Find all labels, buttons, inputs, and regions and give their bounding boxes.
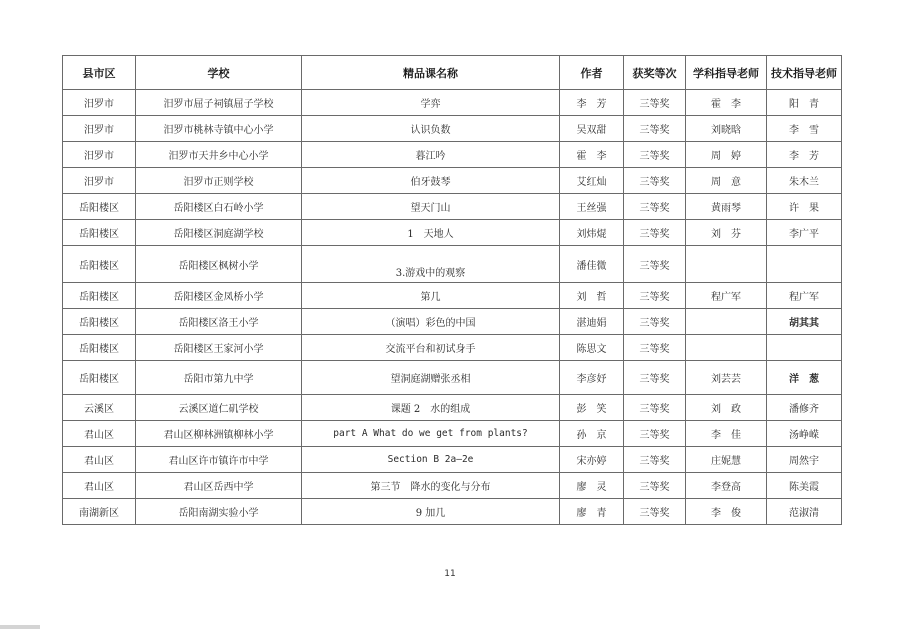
cell-subject-teacher: 李 俊 [686, 499, 767, 525]
cell-author: 李彦妤 [560, 361, 624, 395]
cell-district: 汨罗市 [63, 142, 136, 168]
cell-tech-teacher: 李广平 [767, 220, 842, 246]
cell-author: 湛迪娟 [560, 309, 624, 335]
scan-edge-mark [0, 625, 40, 629]
cell-district: 岳阳楼区 [63, 309, 136, 335]
cell-author: 霍 李 [560, 142, 624, 168]
table-row [63, 473, 842, 499]
table-row [63, 335, 842, 361]
cell-author: 吴双甜 [560, 116, 624, 142]
header-district: 县市区 [63, 56, 136, 90]
cell-award: 三等奖 [624, 246, 686, 283]
table-row [63, 90, 842, 116]
cell-school: 君山区许市镇许市中学 [136, 447, 302, 473]
cell-tech-teacher: 李 芳 [767, 142, 842, 168]
cell-tech-teacher: 胡其其 [767, 309, 842, 335]
cell-school: 汨罗市正则学校 [136, 168, 302, 194]
cell-award: 三等奖 [624, 309, 686, 335]
cell-subject-teacher: 庄妮慧 [686, 447, 767, 473]
cell-author: 陈思文 [560, 335, 624, 361]
cell-course: 9 加几 [302, 499, 560, 525]
cell-school: 岳阳楼区王家河小学 [136, 335, 302, 361]
cell-district: 岳阳楼区 [63, 335, 136, 361]
table-row [63, 283, 842, 309]
table-row [63, 309, 842, 335]
cell-author: 李 芳 [560, 90, 624, 116]
cell-award: 三等奖 [624, 499, 686, 525]
cell-school: 岳阳楼区金凤桥小学 [136, 283, 302, 309]
cell-award: 三等奖 [624, 447, 686, 473]
table-header-row [63, 56, 842, 90]
header-award: 获奖等次 [624, 56, 686, 90]
cell-subject-teacher: 刘晓晗 [686, 116, 767, 142]
cell-tech-teacher: 汤峥嵘 [767, 421, 842, 447]
cell-award: 三等奖 [624, 168, 686, 194]
cell-school: 汨罗市桃林寺镇中心小学 [136, 116, 302, 142]
cell-tech-teacher [767, 246, 842, 283]
cell-district: 君山区 [63, 473, 136, 499]
cell-tech-teacher: 程广军 [767, 283, 842, 309]
cell-subject-teacher [686, 309, 767, 335]
cell-school: 汨罗市天井乡中心小学 [136, 142, 302, 168]
cell-course: 望洞庭湖赠张丞相 [302, 361, 560, 395]
cell-district: 君山区 [63, 447, 136, 473]
cell-course: 望天门山 [302, 194, 560, 220]
cell-course: 课题 2 水的组成 [302, 395, 560, 421]
cell-author: 宋亦婷 [560, 447, 624, 473]
cell-school: 岳阳南湖实验小学 [136, 499, 302, 525]
cell-author: 艾红灿 [560, 168, 624, 194]
header-course: 精品课名称 [302, 56, 560, 90]
cell-course: 伯牙鼓琴 [302, 168, 560, 194]
header-tech-teacher: 技术指导老师 [767, 56, 842, 90]
cell-school: 岳阳楼区洞庭湖学校 [136, 220, 302, 246]
cell-school: 君山区柳林洲镇柳林小学 [136, 421, 302, 447]
cell-author: 刘炜焜 [560, 220, 624, 246]
table-row [63, 361, 842, 395]
cell-school: 君山区岳西中学 [136, 473, 302, 499]
cell-course: 第三节 降水的变化与分布 [302, 473, 560, 499]
cell-district: 汨罗市 [63, 90, 136, 116]
cell-award: 三等奖 [624, 421, 686, 447]
table-row [63, 395, 842, 421]
cell-subject-teacher: 刘 政 [686, 395, 767, 421]
cell-tech-teacher: 阳 青 [767, 90, 842, 116]
cell-course: part A What do we get from plants? [302, 421, 560, 447]
cell-district: 岳阳楼区 [63, 246, 136, 283]
cell-award: 三等奖 [624, 116, 686, 142]
table-row [63, 421, 842, 447]
cell-award: 三等奖 [624, 473, 686, 499]
cell-district: 汨罗市 [63, 116, 136, 142]
header-author: 作者 [560, 56, 624, 90]
cell-tech-teacher: 范淑清 [767, 499, 842, 525]
table-row [63, 142, 842, 168]
cell-district: 岳阳楼区 [63, 283, 136, 309]
cell-award: 三等奖 [624, 361, 686, 395]
cell-school: 岳阳楼区洛王小学 [136, 309, 302, 335]
cell-course: （演唱）彩色的中国 [302, 309, 560, 335]
cell-author: 孙 京 [560, 421, 624, 447]
cell-author: 刘 哲 [560, 283, 624, 309]
cell-district: 云溪区 [63, 395, 136, 421]
cell-course: 暮江吟 [302, 142, 560, 168]
cell-award: 三等奖 [624, 283, 686, 309]
award-table [62, 55, 842, 525]
header-school: 学校 [136, 56, 302, 90]
page-number: 11 [444, 569, 456, 579]
cell-subject-teacher: 周 婷 [686, 142, 767, 168]
cell-tech-teacher: 周然宇 [767, 447, 842, 473]
cell-award: 三等奖 [624, 220, 686, 246]
cell-author: 潘佳微 [560, 246, 624, 283]
table-row [63, 220, 842, 246]
table-row [63, 116, 842, 142]
cell-course: 认识负数 [302, 116, 560, 142]
cell-subject-teacher: 周 意 [686, 168, 767, 194]
cell-district: 汨罗市 [63, 168, 136, 194]
cell-subject-teacher: 霍 李 [686, 90, 767, 116]
cell-school: 岳阳楼区白石岭小学 [136, 194, 302, 220]
cell-subject-teacher: 刘 芬 [686, 220, 767, 246]
cell-award: 三等奖 [624, 194, 686, 220]
cell-school: 汨罗市屈子祠镇屈子学校 [136, 90, 302, 116]
cell-award: 三等奖 [624, 335, 686, 361]
table-row [63, 447, 842, 473]
cell-course: 交流平台和初试身手 [302, 335, 560, 361]
cell-author: 廖 灵 [560, 473, 624, 499]
cell-subject-teacher: 李登高 [686, 473, 767, 499]
cell-award: 三等奖 [624, 142, 686, 168]
cell-subject-teacher: 程广军 [686, 283, 767, 309]
cell-course: 第几 [302, 283, 560, 309]
cell-course: Section B 2a—2e [302, 447, 560, 473]
cell-course: 3.游戏中的观察 [302, 246, 560, 283]
table-row [63, 499, 842, 525]
cell-tech-teacher: 陈美霞 [767, 473, 842, 499]
cell-district: 岳阳楼区 [63, 361, 136, 395]
cell-course: 学弈 [302, 90, 560, 116]
table-row [63, 194, 842, 220]
cell-subject-teacher: 李 佳 [686, 421, 767, 447]
cell-course: 1 天地人 [302, 220, 560, 246]
cell-tech-teacher: 洋 葱 [767, 361, 842, 395]
cell-subject-teacher: 黄雨琴 [686, 194, 767, 220]
table-row [63, 246, 842, 283]
cell-school: 云溪区道仁矶学校 [136, 395, 302, 421]
cell-district: 岳阳楼区 [63, 220, 136, 246]
cell-tech-teacher: 许 果 [767, 194, 842, 220]
cell-subject-teacher [686, 246, 767, 283]
header-subject-teacher: 学科指导老师 [686, 56, 767, 90]
cell-district: 岳阳楼区 [63, 194, 136, 220]
cell-district: 君山区 [63, 421, 136, 447]
cell-school: 岳阳楼区枫树小学 [136, 246, 302, 283]
cell-tech-teacher: 潘修齐 [767, 395, 842, 421]
cell-author: 廖 青 [560, 499, 624, 525]
cell-author: 彭 笑 [560, 395, 624, 421]
table-row [63, 168, 842, 194]
cell-subject-teacher [686, 335, 767, 361]
cell-award: 三等奖 [624, 395, 686, 421]
cell-subject-teacher: 刘芸芸 [686, 361, 767, 395]
cell-school: 岳阳市第九中学 [136, 361, 302, 395]
cell-district: 南湖新区 [63, 499, 136, 525]
cell-award: 三等奖 [624, 90, 686, 116]
cell-tech-teacher: 朱木兰 [767, 168, 842, 194]
cell-author: 王丝强 [560, 194, 624, 220]
cell-tech-teacher [767, 335, 842, 361]
cell-tech-teacher: 李 雪 [767, 116, 842, 142]
